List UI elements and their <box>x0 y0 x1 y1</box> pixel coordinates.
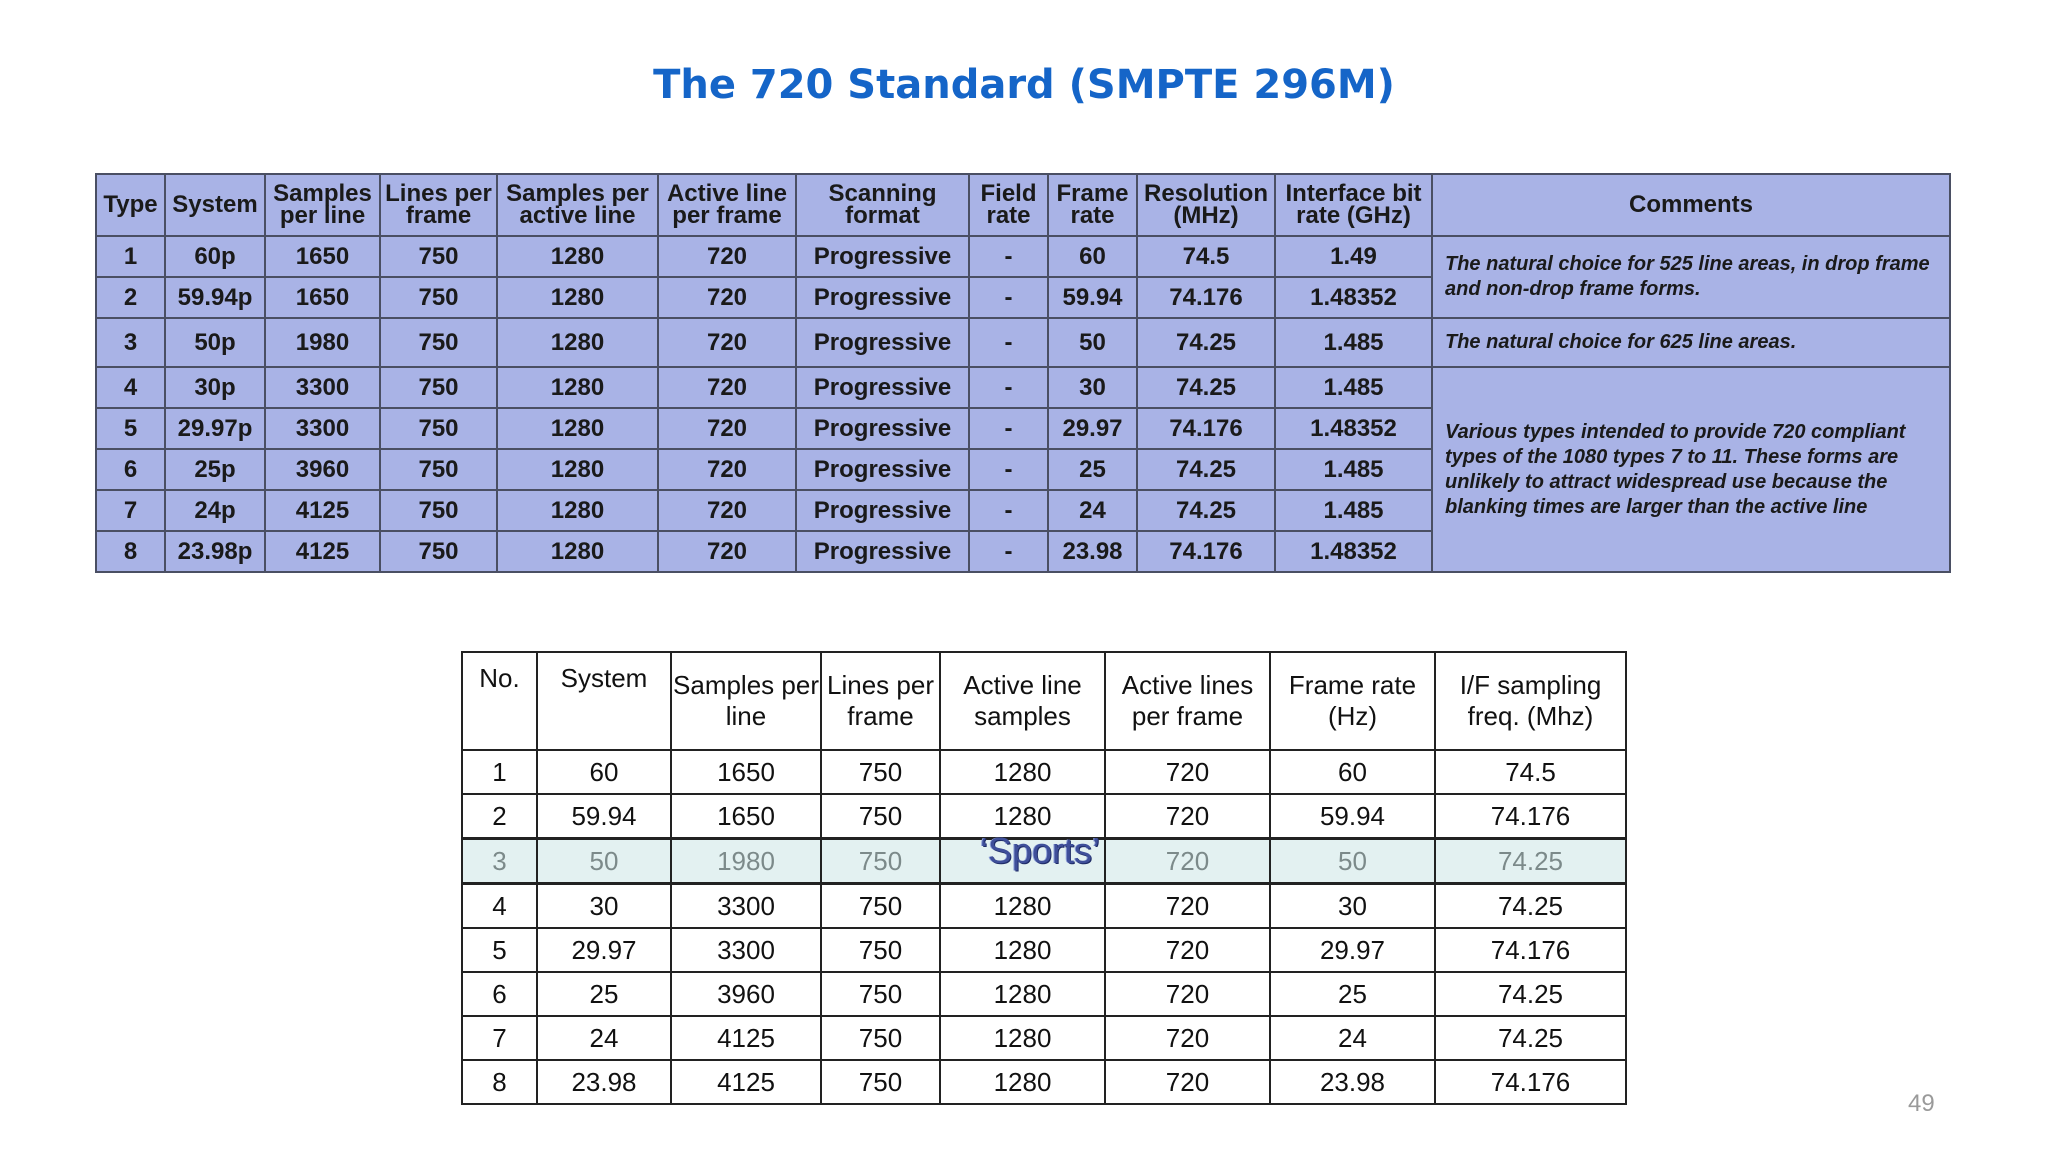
t1-cell: 1280 <box>497 449 658 490</box>
t1-cell: - <box>969 531 1048 572</box>
t1-cell: - <box>969 236 1048 277</box>
t2-cell: 720 <box>1105 1060 1270 1104</box>
t2-cell: 1980 <box>671 839 821 884</box>
table1-row <box>96 367 1950 408</box>
t2-cell: 50 <box>1270 839 1435 884</box>
t1-cell: - <box>969 367 1048 408</box>
t1-comment-625: The natural choice for 625 line areas. <box>1432 318 1950 367</box>
t1-cell: 1.49 <box>1275 236 1432 277</box>
t1-cell: 1280 <box>497 408 658 449</box>
t2-cell: 59.94 <box>537 794 671 839</box>
t2-cell: 1650 <box>671 794 821 839</box>
t2-cell: 23.98 <box>537 1060 671 1104</box>
t2-header-active-line-samples: Active line samples <box>940 652 1105 750</box>
t1-cell: 5 <box>96 408 165 449</box>
t2-cell: 2 <box>462 794 537 839</box>
t1-cell: 74.25 <box>1137 318 1275 367</box>
t1-cell: 4125 <box>265 490 380 531</box>
table2-row <box>462 928 1626 972</box>
t2-header-no: No. <box>462 652 537 750</box>
t1-cell: 720 <box>658 277 796 318</box>
table2-row <box>462 972 1626 1016</box>
t2-cell: 30 <box>1270 884 1435 929</box>
t2-cell: 23.98 <box>1270 1060 1435 1104</box>
t1-cell: 750 <box>380 408 497 449</box>
t1-cell: 1280 <box>497 367 658 408</box>
t1-cell: 23.98p <box>165 531 265 572</box>
t1-cell: 750 <box>380 531 497 572</box>
t1-cell: 59.94 <box>1048 277 1137 318</box>
t2-cell: 29.97 <box>1270 928 1435 972</box>
t1-cell: 74.25 <box>1137 490 1275 531</box>
t1-header-resolution: Resolution (MHz) <box>1137 174 1275 236</box>
table1-row <box>96 236 1950 277</box>
t1-cell: 1.485 <box>1275 490 1432 531</box>
t1-header-type: Type <box>96 174 165 236</box>
t2-header-lines-per-frame: Lines per frame <box>821 652 940 750</box>
t1-cell: 720 <box>658 531 796 572</box>
t2-cell: 720 <box>1105 839 1270 884</box>
t1-cell: Progressive <box>796 236 969 277</box>
t2-cell: 750 <box>821 794 940 839</box>
t1-cell: 750 <box>380 236 497 277</box>
t2-cell: 3300 <box>671 928 821 972</box>
t1-cell: Progressive <box>796 449 969 490</box>
t1-cell: 720 <box>658 490 796 531</box>
t1-cell: 23.98 <box>1048 531 1137 572</box>
t1-cell: 74.25 <box>1137 449 1275 490</box>
t1-header-samples-per-active-line: Samples per active line <box>497 174 658 236</box>
t1-cell: 720 <box>658 367 796 408</box>
t2-cell: 7 <box>462 1016 537 1060</box>
t1-cell: 74.176 <box>1137 277 1275 318</box>
t1-cell: 2 <box>96 277 165 318</box>
t1-cell: 750 <box>380 277 497 318</box>
table2-row <box>462 750 1626 794</box>
t2-cell: 1 <box>462 750 537 794</box>
t1-cell: 3960 <box>265 449 380 490</box>
t1-cell: 1980 <box>265 318 380 367</box>
t2-cell: 720 <box>1105 928 1270 972</box>
t2-cell: 74.176 <box>1435 928 1626 972</box>
t2-cell: 8 <box>462 1060 537 1104</box>
t2-cell: 4 <box>462 884 537 929</box>
t2-cell: 750 <box>821 884 940 929</box>
sports-annotation: ‘Sports’ <box>980 830 1101 871</box>
t1-cell: 750 <box>380 490 497 531</box>
t2-cell: 60 <box>537 750 671 794</box>
t2-cell: 74.5 <box>1435 750 1626 794</box>
t1-cell: 6 <box>96 449 165 490</box>
t1-cell: 1650 <box>265 277 380 318</box>
t1-cell: 3300 <box>265 408 380 449</box>
t2-cell: 24 <box>1270 1016 1435 1060</box>
t1-cell: 29.97p <box>165 408 265 449</box>
t1-cell: 1 <box>96 236 165 277</box>
t1-cell: 3300 <box>265 367 380 408</box>
t1-cell: 720 <box>658 236 796 277</box>
t1-cell: 74.176 <box>1137 408 1275 449</box>
t1-cell: 720 <box>658 449 796 490</box>
t2-cell: 6 <box>462 972 537 1016</box>
t2-cell: 720 <box>1105 750 1270 794</box>
t2-cell: 74.25 <box>1435 972 1626 1016</box>
page-number: 49 <box>1908 1090 1935 1117</box>
t2-cell: 750 <box>821 1060 940 1104</box>
t2-header-active-lines-per-frame: Active lines per frame <box>1105 652 1270 750</box>
t1-cell: 60p <box>165 236 265 277</box>
t1-cell: 750 <box>380 367 497 408</box>
t1-comment-525: The natural choice for 525 line areas, in drop frame and non-drop frame forms. <box>1432 236 1950 318</box>
t2-cell: 720 <box>1105 884 1270 929</box>
t1-cell: 50 <box>1048 318 1137 367</box>
t2-cell: 720 <box>1105 1016 1270 1060</box>
t2-cell: 720 <box>1105 972 1270 1016</box>
t1-cell: 60 <box>1048 236 1137 277</box>
t2-cell: 750 <box>821 972 940 1016</box>
smpte-296m-spec-table <box>95 173 1951 573</box>
t1-cell: 50p <box>165 318 265 367</box>
t2-cell: 50 <box>537 839 671 884</box>
t1-cell: 750 <box>380 449 497 490</box>
t2-cell: 1280 <box>940 928 1105 972</box>
t1-cell: Progressive <box>796 277 969 318</box>
t1-cell: 1280 <box>497 277 658 318</box>
t1-header-comments: Comments <box>1432 174 1950 236</box>
t1-header-system: System <box>165 174 265 236</box>
t2-header-if-sampling-freq: I/F sampling freq. (Mhz) <box>1435 652 1626 750</box>
t1-cell: - <box>969 449 1048 490</box>
t1-cell: 1.48352 <box>1275 408 1432 449</box>
t1-cell: 750 <box>380 318 497 367</box>
t2-cell: 5 <box>462 928 537 972</box>
t2-cell: 59.94 <box>1270 794 1435 839</box>
t1-cell: 1.48352 <box>1275 531 1432 572</box>
t1-header-samples-per-line: Samples per line <box>265 174 380 236</box>
t1-cell: 8 <box>96 531 165 572</box>
t1-cell: 1280 <box>497 531 658 572</box>
t1-cell: 29.97 <box>1048 408 1137 449</box>
t2-cell: 1280 <box>940 884 1105 929</box>
t1-cell: 1.485 <box>1275 318 1432 367</box>
t2-cell: 25 <box>537 972 671 1016</box>
t2-cell: 3960 <box>671 972 821 1016</box>
t1-cell: 30p <box>165 367 265 408</box>
t1-header-lines-per-frame: Lines per frame <box>380 174 497 236</box>
t1-cell: 24 <box>1048 490 1137 531</box>
t2-cell: 750 <box>821 1016 940 1060</box>
t2-cell: 4125 <box>671 1060 821 1104</box>
t1-header-scanning-format: Scanning format <box>796 174 969 236</box>
t1-header-active-line-per-frame: Active line per frame <box>658 174 796 236</box>
t2-cell: 74.176 <box>1435 794 1626 839</box>
t1-cell: Progressive <box>796 408 969 449</box>
t1-cell: 720 <box>658 318 796 367</box>
t1-cell: 1280 <box>497 236 658 277</box>
t1-cell: - <box>969 277 1048 318</box>
t1-cell: 1280 <box>497 318 658 367</box>
t2-cell: 1280 <box>940 1060 1105 1104</box>
t1-cell: Progressive <box>796 531 969 572</box>
t2-cell: 1280 <box>940 794 1105 839</box>
t2-cell: 750 <box>821 928 940 972</box>
t1-cell: 1.485 <box>1275 367 1432 408</box>
t1-cell: 74.25 <box>1137 367 1275 408</box>
table2-header-row <box>462 652 1626 750</box>
t1-cell: 74.176 <box>1137 531 1275 572</box>
t1-cell: 7 <box>96 490 165 531</box>
table2-row <box>462 1060 1626 1104</box>
t1-cell: 25 <box>1048 449 1137 490</box>
t1-cell: 3 <box>96 318 165 367</box>
t2-cell: 24 <box>537 1016 671 1060</box>
t1-cell: 25p <box>165 449 265 490</box>
t2-cell: 720 <box>1105 794 1270 839</box>
t2-cell: 1280 <box>940 972 1105 1016</box>
t2-cell: 74.25 <box>1435 884 1626 929</box>
t1-cell: - <box>969 490 1048 531</box>
t1-cell: 74.5 <box>1137 236 1275 277</box>
t2-cell: 3 <box>462 839 537 884</box>
t1-header-field-rate: Field rate <box>969 174 1048 236</box>
t1-cell: 1.485 <box>1275 449 1432 490</box>
t2-cell: 750 <box>821 839 940 884</box>
t2-cell: 74.25 <box>1435 1016 1626 1060</box>
t1-cell: 59.94p <box>165 277 265 318</box>
t2-cell: 3300 <box>671 884 821 929</box>
t1-cell: 4 <box>96 367 165 408</box>
table1-row <box>96 318 1950 367</box>
t2-cell: 30 <box>537 884 671 929</box>
t2-cell: 750 <box>821 750 940 794</box>
t1-cell: Progressive <box>796 318 969 367</box>
t1-comment-various: Various types intended to provide 720 compliant types of the 1080 types 7 to 11. These forms are unlikely to attract widespread use because the blanking times are larger than the active line <box>1432 367 1950 572</box>
t2-cell: 4125 <box>671 1016 821 1060</box>
t1-cell: 4125 <box>265 531 380 572</box>
t2-cell: 29.97 <box>537 928 671 972</box>
t2-cell: 1280 <box>940 1016 1105 1060</box>
t2-cell: 60 <box>1270 750 1435 794</box>
slide-title: The 720 Standard (SMPTE 296M) <box>653 62 1395 108</box>
table2-row <box>462 1016 1626 1060</box>
t1-cell: 24p <box>165 490 265 531</box>
t2-cell: 74.176 <box>1435 1060 1626 1104</box>
t1-cell: - <box>969 318 1048 367</box>
table2-row <box>462 884 1626 929</box>
t2-header-system: System <box>537 652 671 750</box>
t2-cell: 25 <box>1270 972 1435 1016</box>
t1-cell: Progressive <box>796 490 969 531</box>
t2-cell: 1650 <box>671 750 821 794</box>
t1-cell: 1280 <box>497 490 658 531</box>
t1-cell: 1.48352 <box>1275 277 1432 318</box>
t1-header-frame-rate: Frame rate <box>1048 174 1137 236</box>
720-systems-table <box>461 651 1627 1105</box>
t1-cell: 30 <box>1048 367 1137 408</box>
t2-cell: 1280 <box>940 750 1105 794</box>
t1-cell: - <box>969 408 1048 449</box>
t1-cell: 1650 <box>265 236 380 277</box>
t2-header-frame-rate: Frame rate (Hz) <box>1270 652 1435 750</box>
table1-header-row <box>96 174 1950 236</box>
t2-cell: 74.25 <box>1435 839 1626 884</box>
t1-cell: 720 <box>658 408 796 449</box>
t2-header-samples-per-line: Samples per line <box>671 652 821 750</box>
t1-header-interface-bit-rate: Interface bit rate (GHz) <box>1275 174 1432 236</box>
t1-cell: Progressive <box>796 367 969 408</box>
